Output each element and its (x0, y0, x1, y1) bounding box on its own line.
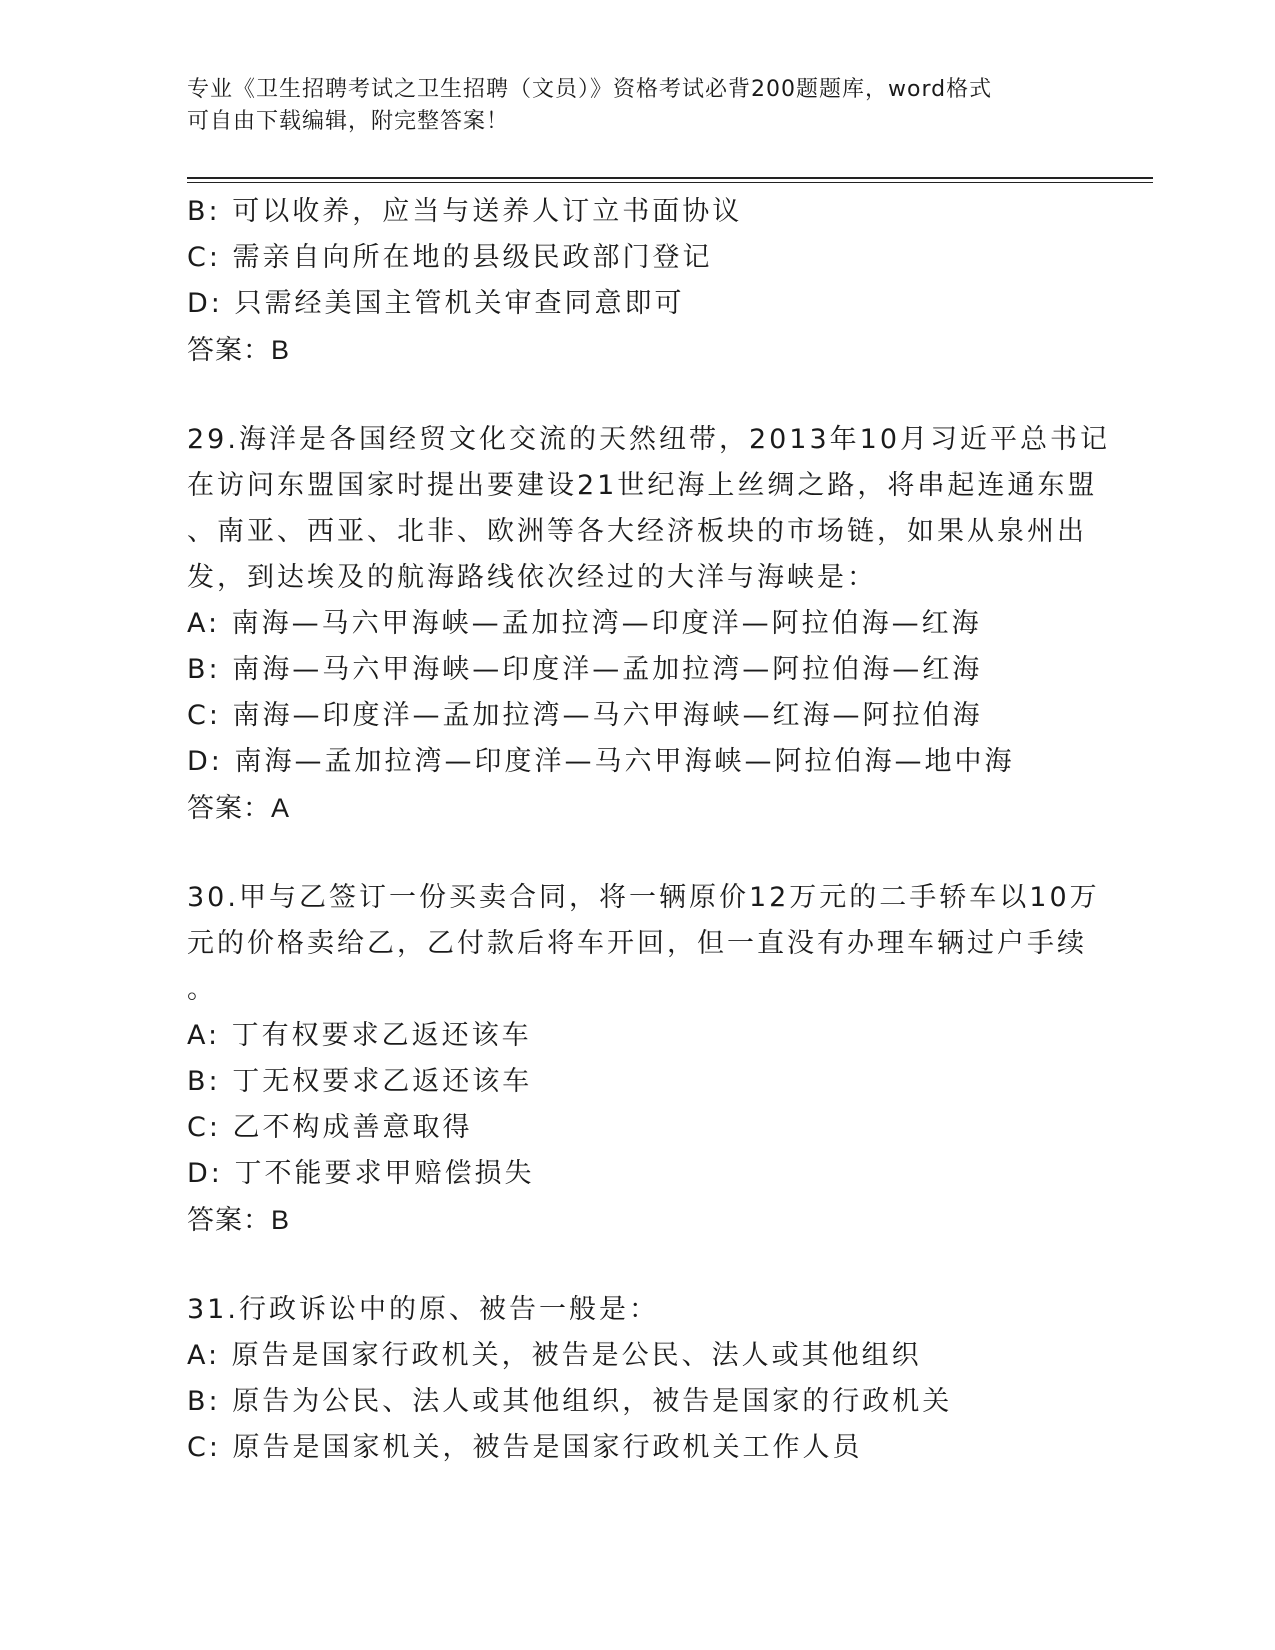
question-30 (187, 875, 1100, 1243)
question-28-continued (187, 189, 1087, 373)
option-b: B: 原告为公民、法人或其他组织，被告是国家的行政机关 (187, 1386, 953, 1417)
header-line-1: 专业《卫生招聘考试之卫生招聘（文员）》资格考试必背200题题库，word格式 (187, 77, 993, 102)
header-line-2: 可自由下载编辑，附完整答案！ (187, 109, 510, 134)
question-29 (187, 417, 1111, 831)
option-a: A: 南海—马六甲海峡—孟加拉湾—印度洋—阿拉伯海—红海 (187, 608, 982, 639)
question-text-line: 在访问东盟国家时提出要建设21世纪海上丝绸之路，将串起连通东盟 (187, 470, 1098, 501)
option-c: C: 需亲自向所在地的县级民政部门登记 (187, 242, 713, 273)
option-c: C: 乙不构成善意取得 (187, 1112, 473, 1143)
question-text-line: 元的价格卖给乙，乙付款后将车开回，但一直没有办理车辆过户手续 (187, 928, 1087, 959)
header-rule-thick (187, 177, 1153, 179)
answer-line: 答案：B (187, 335, 291, 365)
question-text-line: 29.海洋是各国经贸文化交流的天然纽带，2013年10月习近平总书记 (187, 424, 1111, 455)
option-a: A: 丁有权要求乙返还该车 (187, 1020, 532, 1051)
header-rule-thin (187, 182, 1153, 183)
option-b: B: 可以收养，应当与送养人订立书面协议 (187, 196, 743, 227)
question-text-line: 、南亚、西亚、北非、欧洲等各大经济板块的市场链，如果从泉州出 (187, 516, 1087, 547)
option-a: A: 原告是国家行政机关，被告是公民、法人或其他组织 (187, 1340, 922, 1371)
option-c: C: 原告是国家机关，被告是国家行政机关工作人员 (187, 1432, 863, 1463)
option-d: D: 只需经美国主管机关审查同意即可 (187, 288, 685, 319)
document-body (187, 189, 1111, 1471)
option-c: C: 南海—印度洋—孟加拉湾—马六甲海峡—红海—阿拉伯海 (187, 700, 983, 731)
question-text-line: 发，到达埃及的航海路线依次经过的大洋与海峡是： (187, 562, 877, 593)
answer-line: 答案：A (187, 793, 291, 823)
option-b: B: 南海—马六甲海峡—印度洋—孟加拉湾—阿拉伯海—红海 (187, 654, 983, 685)
question-text-line: 31.行政诉讼中的原、被告一般是： (187, 1294, 659, 1325)
option-b: B: 丁无权要求乙返还该车 (187, 1066, 533, 1097)
answer-line: 答案：B (187, 1205, 291, 1235)
document-header (187, 74, 1067, 138)
question-31 (187, 1287, 1087, 1471)
option-d: D: 丁不能要求甲赔偿损失 (187, 1158, 535, 1189)
question-text-line: 。 (187, 974, 217, 1005)
option-d: D: 南海—孟加拉湾—印度洋—马六甲海峡—阿拉伯海—地中海 (187, 746, 1015, 777)
question-text-line: 30.甲与乙签订一份买卖合同，将一辆原价12万元的二手轿车以10万 (187, 882, 1100, 913)
